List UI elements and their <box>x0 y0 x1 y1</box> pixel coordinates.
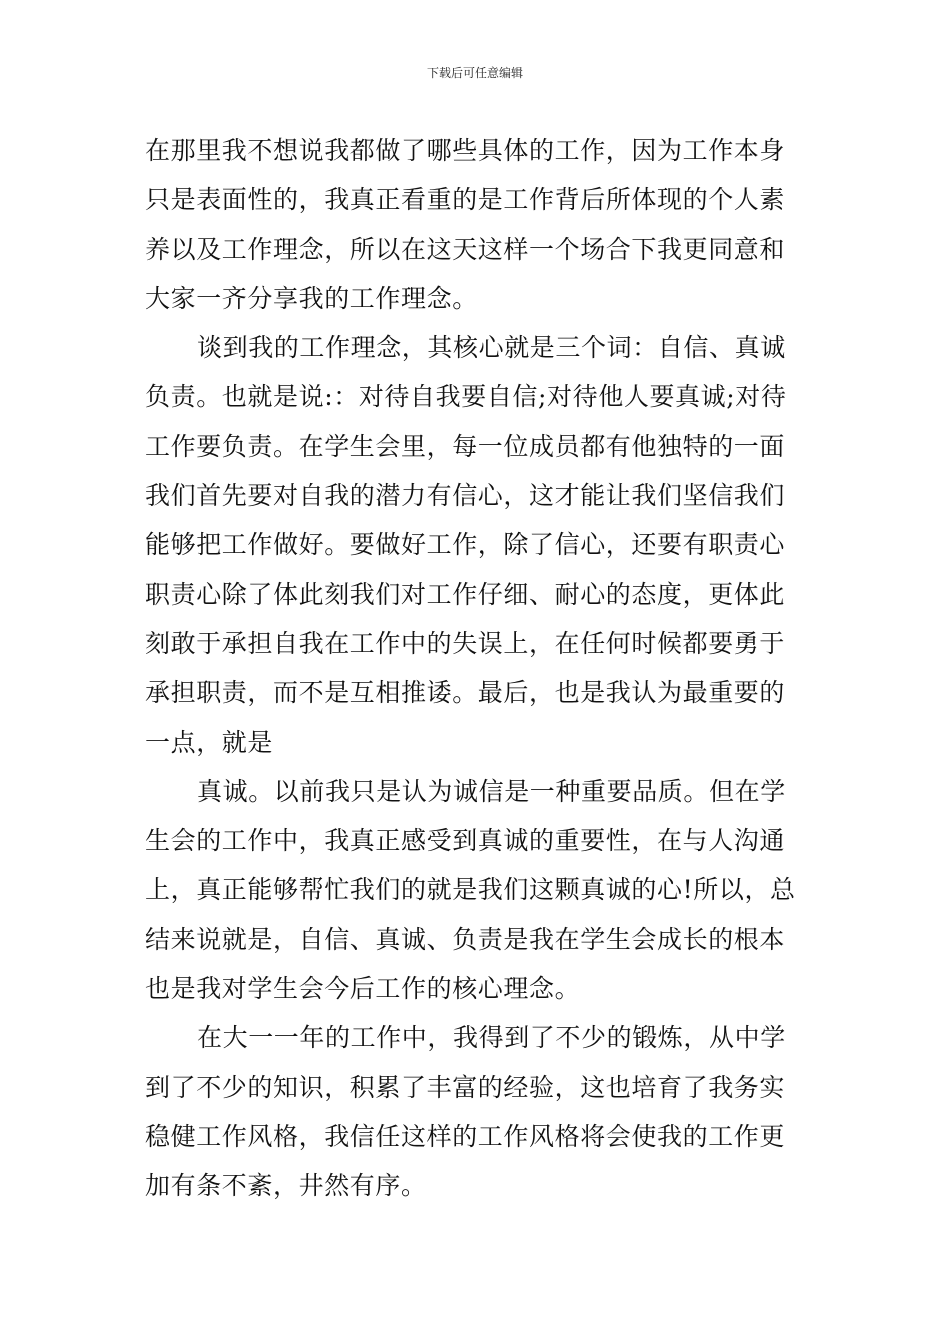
text-line: 真诚。以前我只是认为诚信是一种重要品质。但在学 <box>197 776 786 806</box>
text-line: 在大一一年的工作中，我得到了不少的锻炼，从中学 <box>197 1023 786 1053</box>
text-line: 负责。也就是说:：对待自我要自信;对待他人要真诚;对待 <box>145 382 787 412</box>
text-line: 结来说就是，自信、真诚、负责是我在学生会成长的根本 <box>145 924 786 954</box>
text-line: 一点，就是 <box>145 727 274 757</box>
text-line: 在那里我不想说我都做了哪些具体的工作，因为工作本身 <box>145 136 786 165</box>
paragraph-2 <box>145 323 810 767</box>
paragraph-3 <box>145 767 810 1013</box>
text-line: 大家一齐分享我的工作理念。 <box>145 283 478 313</box>
document-body <box>145 126 810 1211</box>
page-header: 下载后可任意编辑 <box>426 66 523 80</box>
text-line: 加有条不紊，井然有序。 <box>145 1171 427 1201</box>
text-line: 职责心除了体此刻我们对工作仔细、耐心的态度，更体此 <box>145 579 786 609</box>
text-line: 上，真正能够帮忙我们的就是我们这颗真诚的心!所以，总 <box>145 875 796 905</box>
text-line: 工作要负责。在学生会里，每一位成员都有他独特的一面 <box>145 431 786 461</box>
text-line: 刻敢于承担自我在工作中的失误上，在任何时候都要勇于 <box>145 628 786 658</box>
text-line: 只是表面性的，我真正看重的是工作背后所体现的个人素 <box>145 185 786 215</box>
paragraph-1 <box>145 126 810 323</box>
text-line: 能够把工作做好。要做好工作，除了信心，还要有职责心 <box>145 530 786 560</box>
text-line: 也是我对学生会今后工作的核心理念。 <box>145 974 581 1004</box>
text-line: 到了不少的知识，积累了丰富的经验，这也培育了我务实 <box>145 1072 786 1102</box>
text-line: 承担职责，而不是互相推诿。最后，也是我认为最重要的 <box>145 678 786 708</box>
text-line: 养以及工作理念，所以在这天这样一个场合下我更同意和 <box>145 234 786 264</box>
text-line: 我们首先要对自我的潜力有信心，这才能让我们坚信我们 <box>145 481 786 511</box>
text-line: 稳健工作风格，我信任这样的工作风格将会使我的工作更 <box>145 1121 786 1151</box>
text-line: 谈到我的工作理念，其核心就是三个词：自信、真诚 <box>197 333 786 363</box>
paragraph-4 <box>145 1013 810 1210</box>
text-line: 生会的工作中，我真正感受到真诚的重要性，在与人沟通 <box>145 826 786 856</box>
